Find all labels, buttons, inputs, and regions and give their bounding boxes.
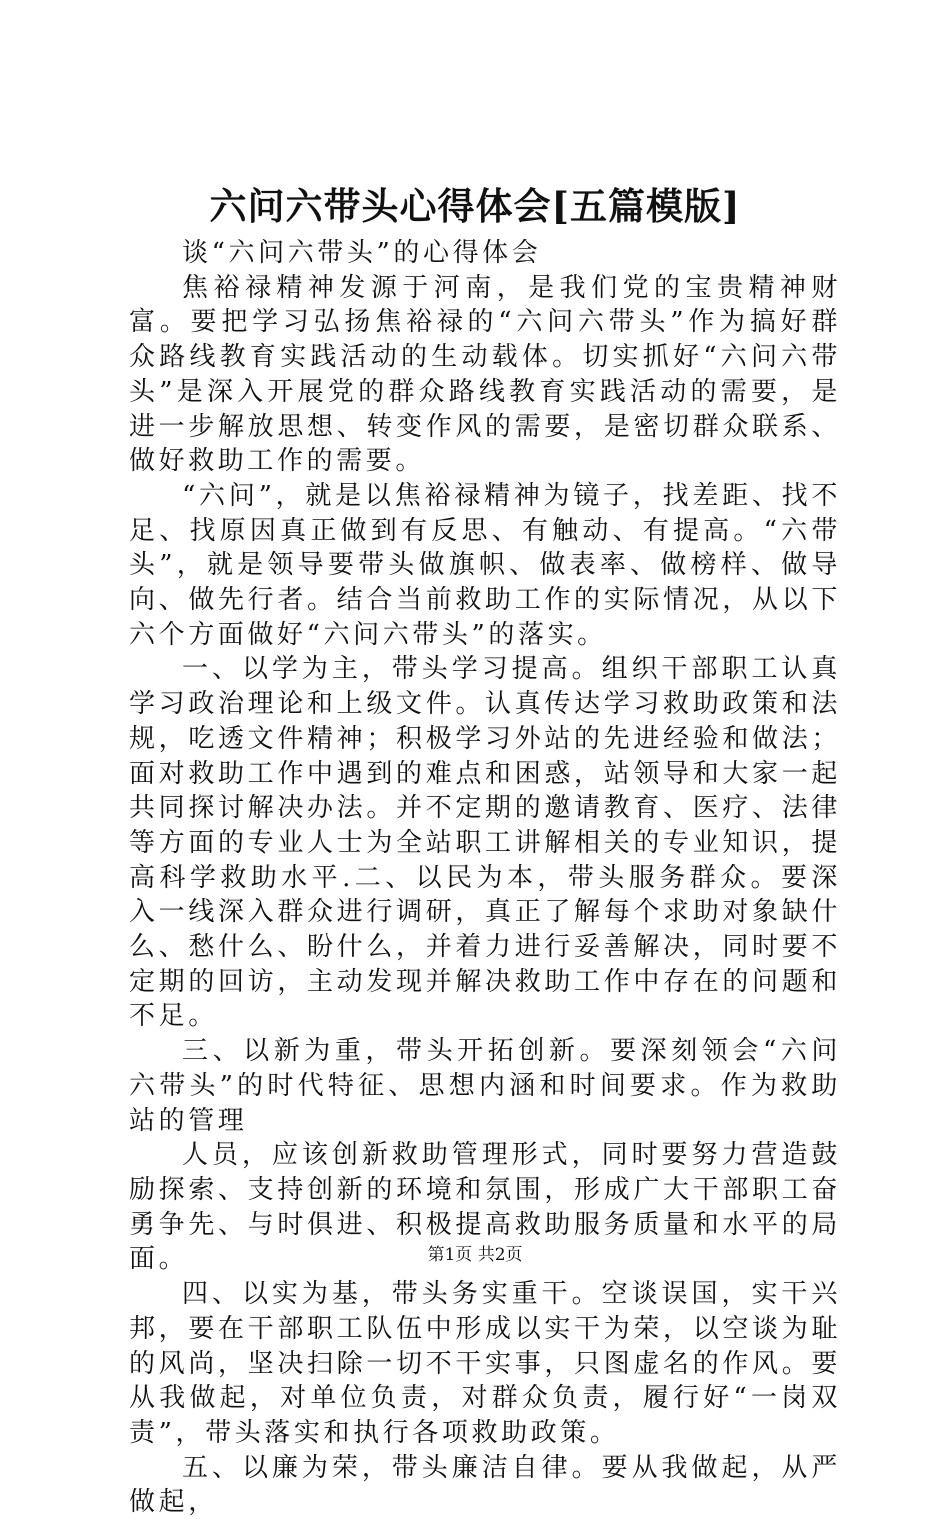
document-title: 六问六带头心得体会[五篇模版]: [209, 184, 741, 228]
document-body: [129, 236, 841, 1520]
paragraph: 一、以学为主，带头学习提高。组织干部职工认真学习政治理论和上级文件。认真传达学习救助政策和法规，吃透文件精神；积极学习外站的先进经验和做法；面对救助工作中遇到的难点和困惑，站领导和大家一起共同探讨解决办法。并不定期的邀请教育、医疗、法律等方面的专业人士为全站职工讲解相关的专业知识，提高科学救助水平.二、以民为本，带头服务群众。要深入一线深入群众进行调研，真正了解每个求助对象缺什么、愁什么、盼什么，并着力进行妥善解决，同时要不定期的回访，主动发现并解决救助工作中存在的问题和不足。: [129, 654, 841, 1032]
paragraph: 五、以廉为荣，带头廉洁自律。要从我做起，从严做起，: [129, 1452, 841, 1518]
paragraph: 谈“六问六带头”的心得体会: [182, 238, 542, 268]
paragraph: 三、以新为重，带头开拓创新。要深刻领会“六问六带头”的时代特征、思想内涵和时间要求。作为救助站的管理: [129, 1036, 841, 1136]
paragraph: “六问”，就是以焦裕禄精神为镜子，找差距、找不足、找原因真正做到有反思、有触动、有提高。“六带头”，就是领导要带头做旗帜、做表率、做榜样、做导向、做先行者。结合当前救助工作的实际情况，从以下六个方面做好“六问六带头”的落实。: [129, 480, 841, 650]
paragraph: 人员，应该创新救助管理形式，同时要努力营造鼓励探索、支持创新的环境和氛围，形成广大干部职工奋勇争先、与时俱进、积极提高救助服务质量和水平的局面。: [129, 1140, 841, 1275]
paragraph: 焦裕禄精神发源于河南，是我们党的宝贵精神财富。要把学习弘扬焦裕禄的“六问六带头”作为搞好群众路线教育实践活动的生动载体。切实抓好“六问六带头”是深入开展党的群众路线教育实践活动的需要，是进一步解放思想、转变作风的需要，是密切群众联系、做好救助工作的需要。: [129, 272, 841, 477]
page-number-footer: 第1页 共2页: [427, 1245, 523, 1265]
paragraph: 四、以实为基，带头务实重干。空谈误国，实干兴邦，要在干部职工队伍中形成以实干为荣，以空谈为耻的风尚，坚决扫除一切不干实事，只图虚名的作风。要从我做起，对单位负责，对群众负责，履行好“一岗双责”，带头落实和执行各项救助政策。: [129, 1279, 841, 1448]
